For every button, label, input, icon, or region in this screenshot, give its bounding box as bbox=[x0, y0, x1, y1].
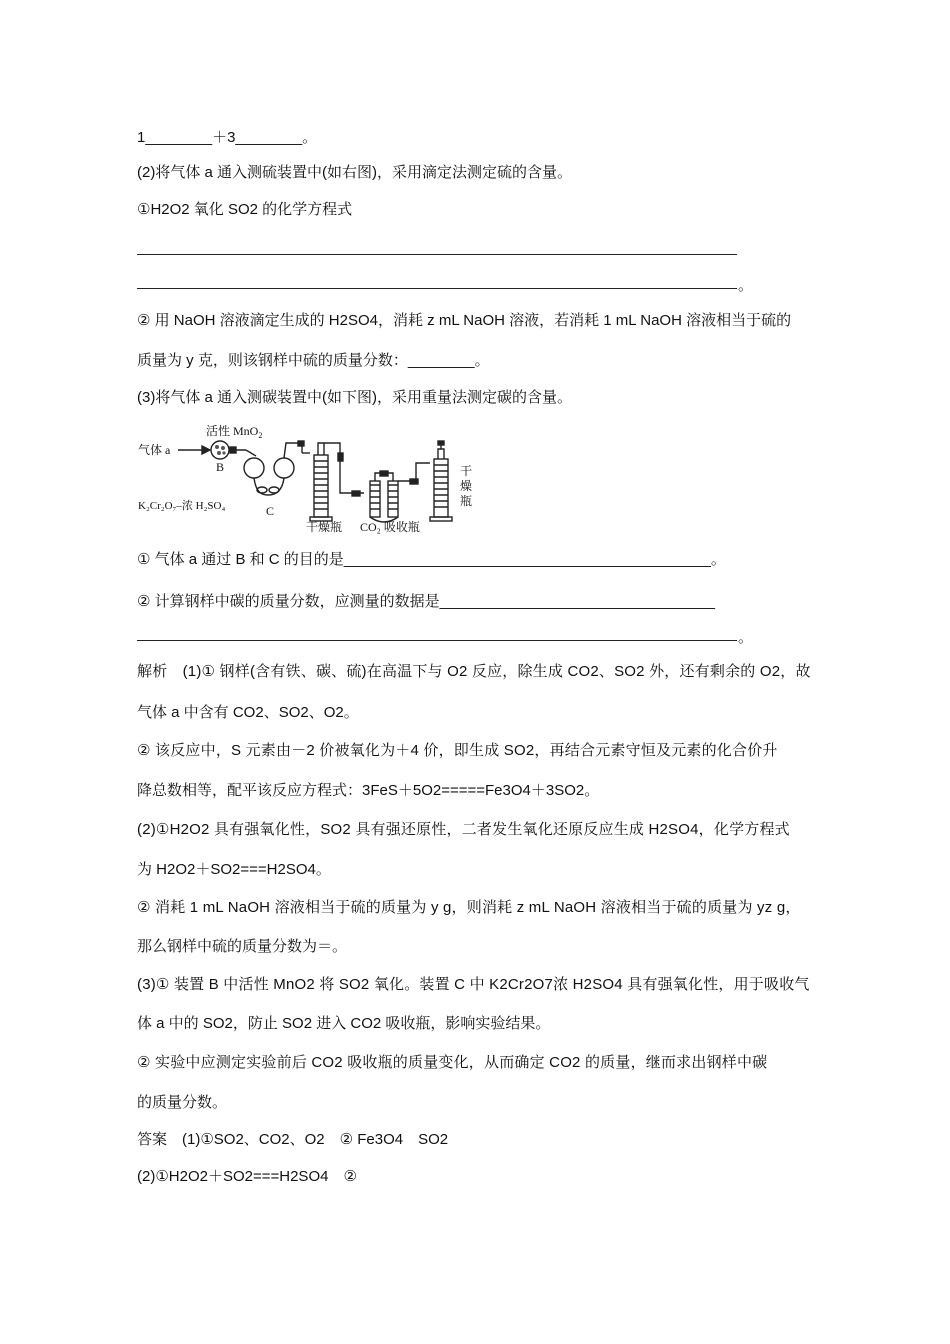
text-line-2: (2)将气体 a 通入测硫装置中(如右图)，采用滴定法测定硫的含量。 bbox=[137, 164, 573, 181]
b-label: B bbox=[216, 460, 225, 474]
text-line-18: 那么钢样中硫的质量分数为＝。 bbox=[137, 938, 348, 955]
gas-a-label: 气体 a bbox=[138, 443, 171, 457]
mno2-label: 活性 MnO$_2$ bbox=[206, 424, 263, 440]
text-line-12: 气体 a 中含有 CO2、SO2、O2。 bbox=[137, 704, 359, 721]
text-line-24: (2)①H2O2＋SO2===H2SO4 ② bbox=[137, 1168, 357, 1185]
text-line-6: 质量为 y 克，则该钢样中硫的质量分数：________。 bbox=[137, 352, 490, 369]
text-line-1: 1________＋3________。 bbox=[137, 129, 318, 146]
text-line-13: ② 该反应中，S 元素由－2 价被氧化为＋4 价，即生成 SO2，再结合元素守恒及元素的化合价升 bbox=[137, 742, 778, 759]
vertical-label-char: 燥 bbox=[460, 479, 473, 493]
text-line-21: ② 实验中应测定实验前后 CO2 吸收瓶的质量变化，从而确定 CO2 的质量，继而求出钢样中碳 bbox=[137, 1054, 768, 1071]
text-line-8: ① 气体 a 通过 B 和 C 的目的是____________________________________________。 bbox=[137, 551, 726, 568]
text-line-9: ② 计算钢样中碳的质量分数，应测量的数据是_________________________________ bbox=[137, 593, 715, 610]
text-line-16: 为 H2O2＋SO2===H2SO4。 bbox=[137, 861, 331, 878]
carbon-measurement-apparatus-diagram bbox=[134, 423, 484, 535]
text-line-22: 的质量分数。 bbox=[137, 1094, 228, 1111]
text-line-20: 体 a 中的 SO2，防止 SO2 进入 CO2 吸收瓶，影响实验结果。 bbox=[137, 1015, 551, 1032]
answer-blank-line bbox=[137, 640, 737, 641]
text-line-5: ② 用 NaOH 溶液滴定生成的 H2SO4，消耗 z mL NaOH 溶液，若消耗 1 mL NaOH 溶液相当于硫的 bbox=[137, 312, 792, 329]
text-line-19: (3)① 装置 B 中活性 MnO2 将 SO2 氧化。装置 C 中 K2Cr2O7浓 H2SO4 具有强氧化性，用于吸收气 bbox=[137, 976, 810, 993]
line-end-mark: 。 bbox=[738, 629, 754, 646]
answer-blank-line bbox=[137, 254, 737, 255]
vertical-label-char: 干 bbox=[460, 464, 473, 478]
reagent-label: K₂Cr₂O₇–浓 H₂SO₄ bbox=[138, 500, 226, 512]
answer-blank-line bbox=[137, 288, 737, 289]
line-end-mark: 。 bbox=[738, 277, 754, 294]
vertical-label-char: 瓶 bbox=[460, 494, 473, 508]
co2-absorber-label: CO₂ 吸收瓶 bbox=[360, 520, 420, 534]
text-line-11: 解析 (1)① 钢样(含有铁、碳、硫)在高温下与 O2 反应，除生成 CO2、SO2 外，还有剩余的 O2，故 bbox=[137, 663, 811, 680]
text-line-7: (3)将气体 a 通入测碳装置中(如下图)，采用重量法测定碳的含量。 bbox=[137, 389, 573, 406]
text-line-3: ①H2O2 氧化 SO2 的化学方程式 bbox=[137, 201, 353, 218]
text-line-17: ② 消耗 1 mL NaOH 溶液相当于硫的质量为 y g，则消耗 z mL NaOH 溶液相当于硫的质量为 yz g， bbox=[137, 899, 801, 916]
drying-bottle-label: 干燥瓶 bbox=[306, 520, 343, 534]
text-line-23: 答案 (1)①SO2、CO2、O2 ② Fe3O4 SO2 bbox=[137, 1131, 449, 1148]
text-line-14: 降总数相等，配平该反应方程式：3FeS＋5O2=====Fe3O4＋3SO2。 bbox=[137, 782, 600, 799]
text-line-15: (2)①H2O2 具有强氧化性，SO2 具有强还原性，二者发生氧化还原反应生成 H2SO4，化学方程式 bbox=[137, 821, 790, 838]
c-label: C bbox=[266, 504, 275, 518]
